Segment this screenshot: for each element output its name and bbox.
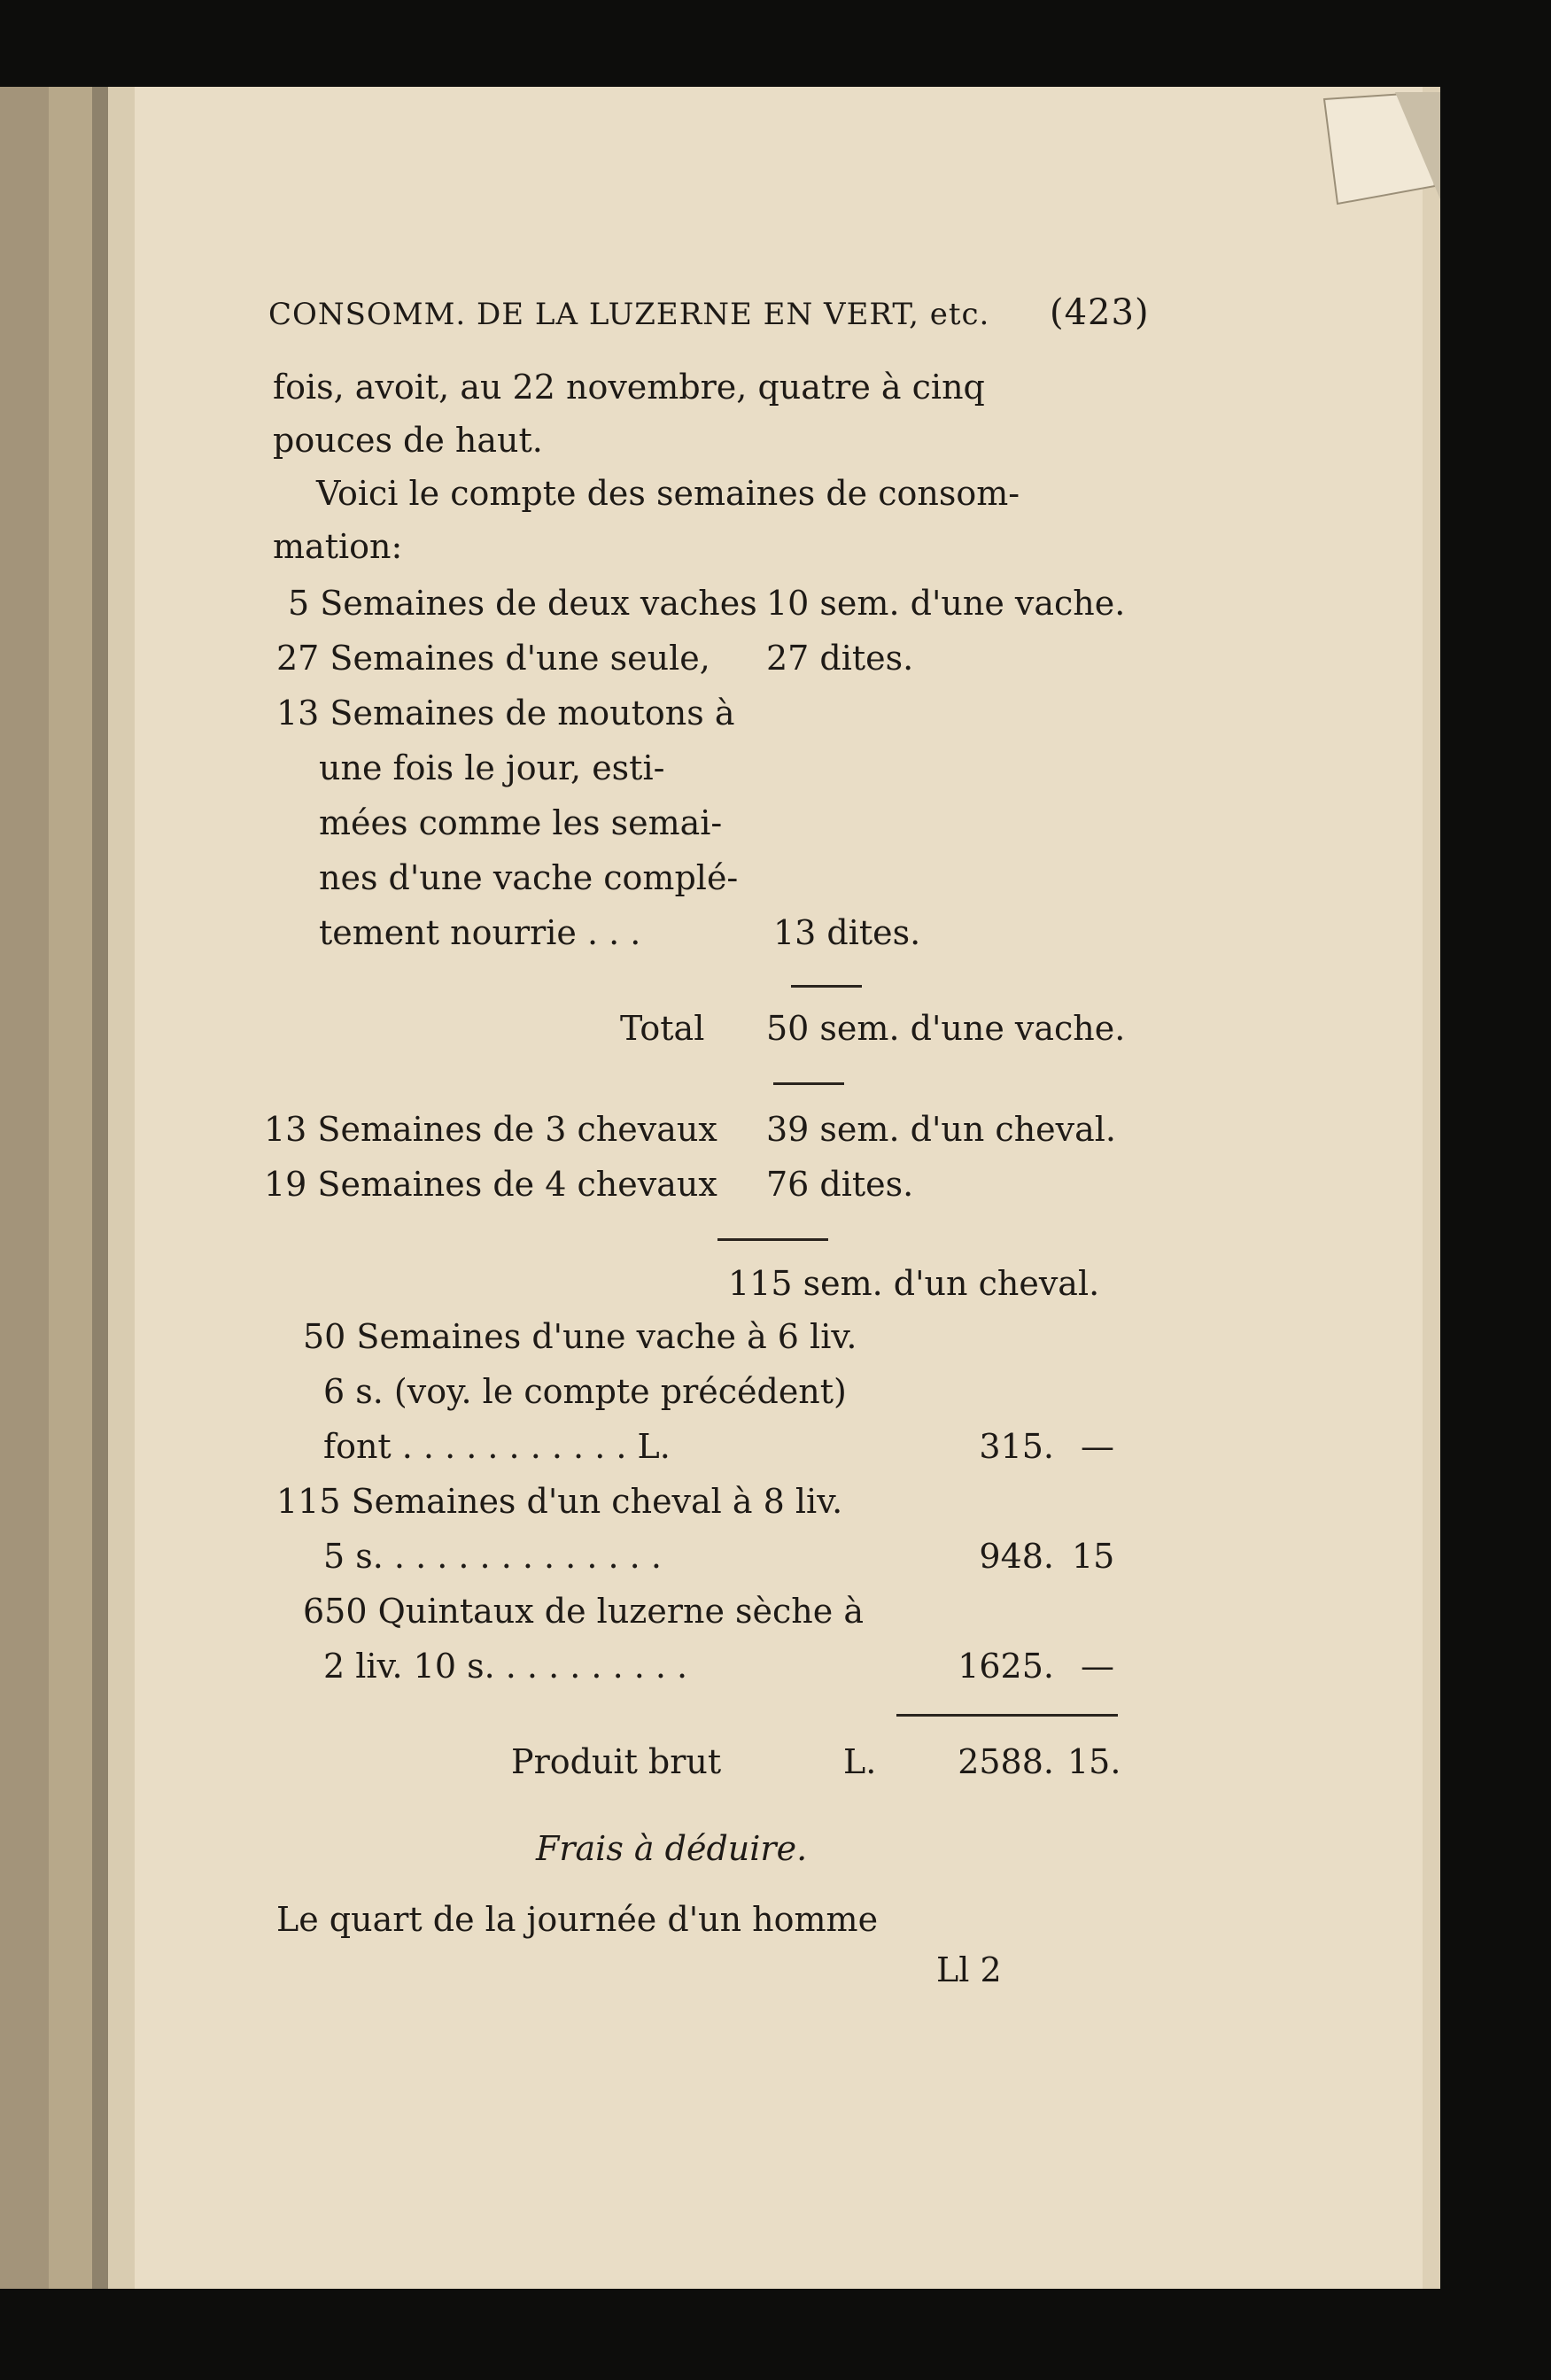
text-line: Voici le compte des semaines de consom- — [316, 474, 1020, 513]
horse-row-label: 13 Semaines de 3 chevaux — [264, 1110, 717, 1149]
ledger-line: 650 Quintaux de luzerne sèche à — [303, 1592, 864, 1631]
ledger-livres: 948. — [979, 1537, 1054, 1576]
rule — [791, 985, 862, 988]
cow-row-label: 5 Semaines de deux vaches — [288, 584, 757, 623]
text-line: fois, avoit, au 22 novembre, quatre à cinq — [273, 368, 985, 407]
horse-total: 115 sem. d'un cheval. — [728, 1264, 1100, 1303]
produit-label: Produit brut — [511, 1742, 722, 1781]
ledger-sous: — — [1081, 1427, 1114, 1466]
ledger-livres: 315. — [979, 1427, 1054, 1466]
text-line: pouces de haut. — [273, 421, 543, 460]
produit-sous: 15. — [1067, 1742, 1121, 1781]
total-label: Total — [620, 1009, 705, 1048]
frais-heading: Frais à déduire. — [536, 1829, 808, 1868]
sheep-line: tement nourrie . . . — [319, 913, 641, 952]
total-value: 50 sem. d'une vache. — [766, 1009, 1126, 1048]
ledger-livres: 1625. — [958, 1647, 1054, 1686]
sheep-line: 13 Semaines de moutons à — [276, 694, 735, 733]
ledger-line: 115 Semaines d'un cheval à 8 liv. — [276, 1482, 843, 1521]
text-line: mation: — [273, 527, 403, 566]
sheep-line: mées comme les semai- — [319, 803, 723, 842]
sheep-value: 13 dites. — [773, 913, 921, 952]
ledger-line: 5 s. . . . . . . . . . . . . . — [323, 1537, 662, 1576]
sheep-line: une fois le jour, esti- — [319, 748, 665, 787]
ledger-sous: — — [1081, 1647, 1114, 1686]
ledger-line: font . . . . . . . . . . . L. — [323, 1427, 671, 1466]
cow-row-label: 27 Semaines d'une seule, — [276, 639, 710, 678]
produit-currency: L. — [843, 1742, 877, 1781]
rule — [896, 1714, 1118, 1717]
rule — [717, 1238, 828, 1241]
ledger-line: 50 Semaines d'une vache à 6 liv. — [303, 1317, 857, 1356]
running-head: CONSOMM. DE LA LUZERNE EN VERT, etc. — [268, 297, 990, 332]
horse-row-value: 39 sem. d'un cheval. — [766, 1110, 1117, 1149]
ledger-sous: 15 — [1072, 1537, 1115, 1576]
cow-row-value: 27 dites. — [766, 639, 914, 678]
sheep-line: nes d'une vache complé- — [319, 858, 739, 897]
text-line: Le quart de la journée d'un homme — [276, 1900, 879, 1939]
horse-row-value: 76 dites. — [766, 1165, 914, 1204]
horse-row-label: 19 Semaines de 4 chevaux — [264, 1165, 717, 1204]
ledger-line: 6 s. (voy. le compte précédent) — [323, 1372, 847, 1411]
signature-mark: Ll 2 — [936, 1950, 1002, 1989]
cow-row-value: 10 sem. d'une vache. — [766, 584, 1126, 623]
page-number: (423) — [1050, 292, 1150, 333]
rule — [773, 1082, 844, 1085]
ledger-line: 2 liv. 10 s. . . . . . . . . . — [323, 1647, 688, 1686]
produit-livres: 2588. — [958, 1742, 1054, 1781]
